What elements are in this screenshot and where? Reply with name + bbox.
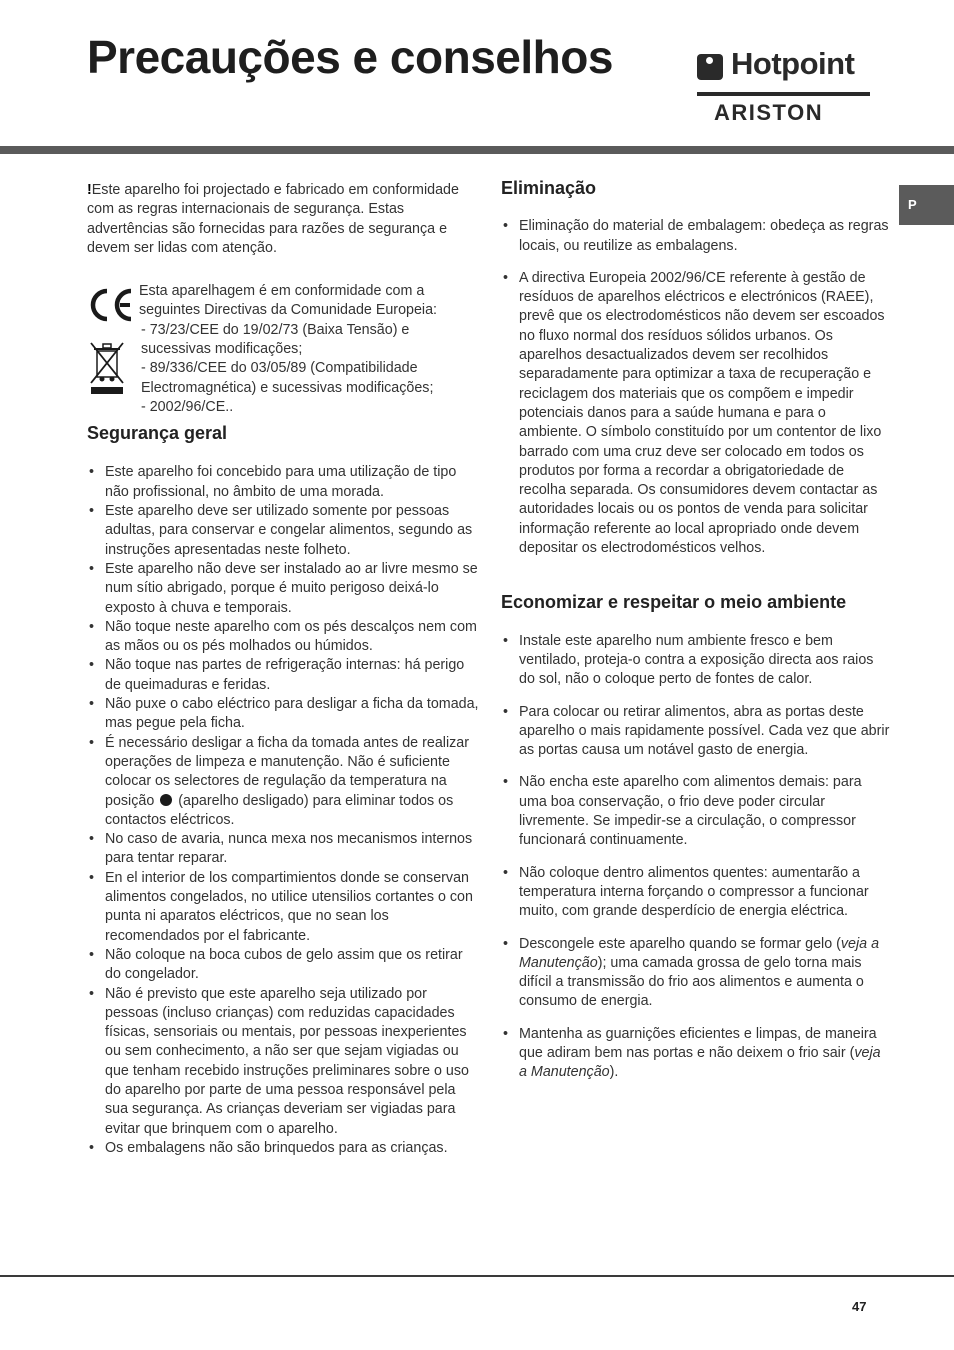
manutencao-reference: veja a Manutenção	[519, 1044, 881, 1081]
list-item: • Os embalagens não são brinquedos para as crianças.	[87, 1139, 482, 1158]
list-item: • Não é previsto que este aparelho seja utilizado por pessoas (incluso crianças) com reduzidas capacidades físicas, sensoriais ou mentais, por pessoas inexperientes ou sem conhecimento, a não ser que sejam vigiadas ou que tenham recebido instruções preliminares sobre o uso do aparelho por parte de uma pessoa responsável pela sua segurança. As crianças deveriam ser vigiadas para evitar que brinquem com o aparelho.	[87, 985, 482, 1139]
list-item: • Este aparelho não deve ser instalado ao ar livre mesmo se num sítio abrigado, porque é muito perigoso deixá-lo exposto à chuva e temporais.	[87, 560, 482, 618]
list-item: • Este aparelho deve ser utilizado somente por pessoas adultas, para conservar e congelar alimentos, segundo as instruções apresentadas neste folheto.	[87, 502, 482, 560]
weee-bin-icon	[87, 341, 127, 397]
list-item: • Não coloque dentro alimentos quentes: aumentarão a temperatura interna forçando o compressor a funcionar muito, com grande desperdício de energia eléctrica.	[501, 864, 891, 922]
list-item: • Descongele este aparelho quando se formar gelo (veja a Manutenção); uma camada grossa de gelo torna mais difícil a transmissão do frio aos alimentos e aumenta o consumo de energia.	[501, 935, 891, 1012]
list-item: • Não coloque na boca cubos de gelo assim que os retirar do congelador.	[87, 946, 482, 985]
logo-ariston-text: ARISTON	[714, 100, 824, 125]
header-rule	[0, 146, 954, 154]
footer-rule	[0, 1275, 954, 1277]
warning-mark: !	[87, 182, 92, 198]
page-number: 47	[852, 1299, 867, 1314]
intro-text: Este aparelho foi projectado e fabricado em conformidade com as regras internacionais de segurança. Estas advertências são fornecidas para razões de segurança e devem ser lidas com atenção.	[87, 182, 459, 256]
list-item: • Mantenha as guarnições eficientes e limpas, de maneira que adiram bem nas portas e não deixem o frio sair (veja a Manutenção).	[501, 1025, 891, 1083]
language-tab: P	[899, 185, 954, 225]
intro-paragraph	[87, 181, 482, 258]
list-item: • Instale este aparelho num ambiente fresco e bem ventilado, proteja-o contra a exposição directa aos raios do sol, não o coloque perto de fontes de calor.	[501, 632, 891, 690]
list-item: • Para colocar ou retirar alimentos, abra as portas deste aparelho o mais rapidamente possível. Cada vez que abrir as portas causa um notável gasto de energia.	[501, 703, 891, 761]
logo-mark-icon	[697, 54, 723, 80]
list-item: • É necessário desligar a ficha da tomada antes de realizar operações de limpeza e manutenção. Não é suficiente colocar os selectores de regulação da temperatura na posição (aparelho desligado) para eliminar todos os contactos eléctricos.	[87, 734, 482, 830]
list-item: • Não toque neste aparelho com os pés descalços nem com as mãos ou os pés molhados ou húmidos.	[87, 618, 482, 657]
page-title: Precauções e conselhos	[87, 31, 613, 83]
left-column	[87, 181, 482, 1158]
list-item: • Este aparelho foi concebido para uma utilização de tipo não profissional, no âmbito de uma morada.	[87, 463, 482, 502]
list-item: • En el interior de los compartimientos donde se conservan alimentos congelados, no utilice utensilios cortantes o con punta ni aparatos eléctricos, que no sean los recomendados por el fabricante.	[87, 869, 482, 946]
list-item: • Eliminação do material de embalagem: obedeça as regras locais, ou reutilize as embalagens.	[501, 217, 891, 256]
section-heading-eliminacao: Eliminação	[501, 178, 597, 198]
compliance-block	[87, 285, 482, 418]
list-item: • Não puxe o cabo eléctrico para desligar a ficha da tomada, mas pegue pela ficha.	[87, 695, 482, 734]
compliance-line: - 89/336/CEE do 03/05/89 (Compatibilidade Electromagnética) e sucessivas modificações;	[141, 360, 434, 396]
list-item: • A directiva Europeia 2002/96/CE referente à gestão de resíduos de aparelhos eléctricos e electrónicos (RAEE), prevê que os electrodomésticos não devem ser escoados no fluxo normal dos resíduos sólidos urbanos. Os aparelhos desactualizados devem ser recolhidos separadamente para optimizar a taxa de recuperação e reciclagem dos materiais que os compõem e impedir potenciais danos para a saúde humana e para o ambiente. O símbolo constituído por um contentor de lixo barrado com uma cruz deve ser colocado em todos os produtos por forma a recordar a obrigatoriedade de recolha separada. Os consumidores devem contactar as autoridades locais ou os pontos de venda para solicitar informação referente ao local apropriado onde devem depositar os electrodomésticos velhos.	[501, 269, 891, 558]
eliminacao-list	[501, 217, 891, 558]
economizar-list	[501, 632, 891, 1083]
logo-divider	[697, 92, 870, 96]
list-item: • Não encha este aparelho com alimentos demais: para uma boa conservação, o frio deve poder circular livremente. Se impedir-se a circulação, o compressor funcionará continuamente.	[501, 773, 891, 850]
compliance-line: Esta aparelhagem é em conformidade com a seguintes Directivas da Comunidade Europeia:	[139, 283, 438, 319]
section-heading-seguranca: Segurança geral	[87, 423, 228, 444]
off-position-icon	[160, 794, 172, 806]
seguranca-list	[87, 463, 482, 1158]
list-item: • No caso de avaria, nunca mexa nos mecanismos internos para tentar reparar.	[87, 830, 482, 869]
compliance-line: - 73/23/CEE do 19/02/73 (Baixa Tensão) e sucessivas modificações;	[141, 321, 410, 358]
right-column	[501, 179, 891, 1083]
list-item: • Não toque nas partes de refrigeração internas: há perigo de queimaduras e feridas.	[87, 656, 482, 695]
compliance-line: - 2002/96/CE..	[141, 398, 234, 415]
manutencao-reference: veja a Manutenção	[519, 935, 880, 971]
section-heading-economizar: Economizar e respeitar o meio ambiente	[501, 592, 847, 613]
logo-hotpoint-text: Hotpoint	[731, 46, 855, 81]
hotpoint-ariston-logo	[697, 46, 872, 128]
